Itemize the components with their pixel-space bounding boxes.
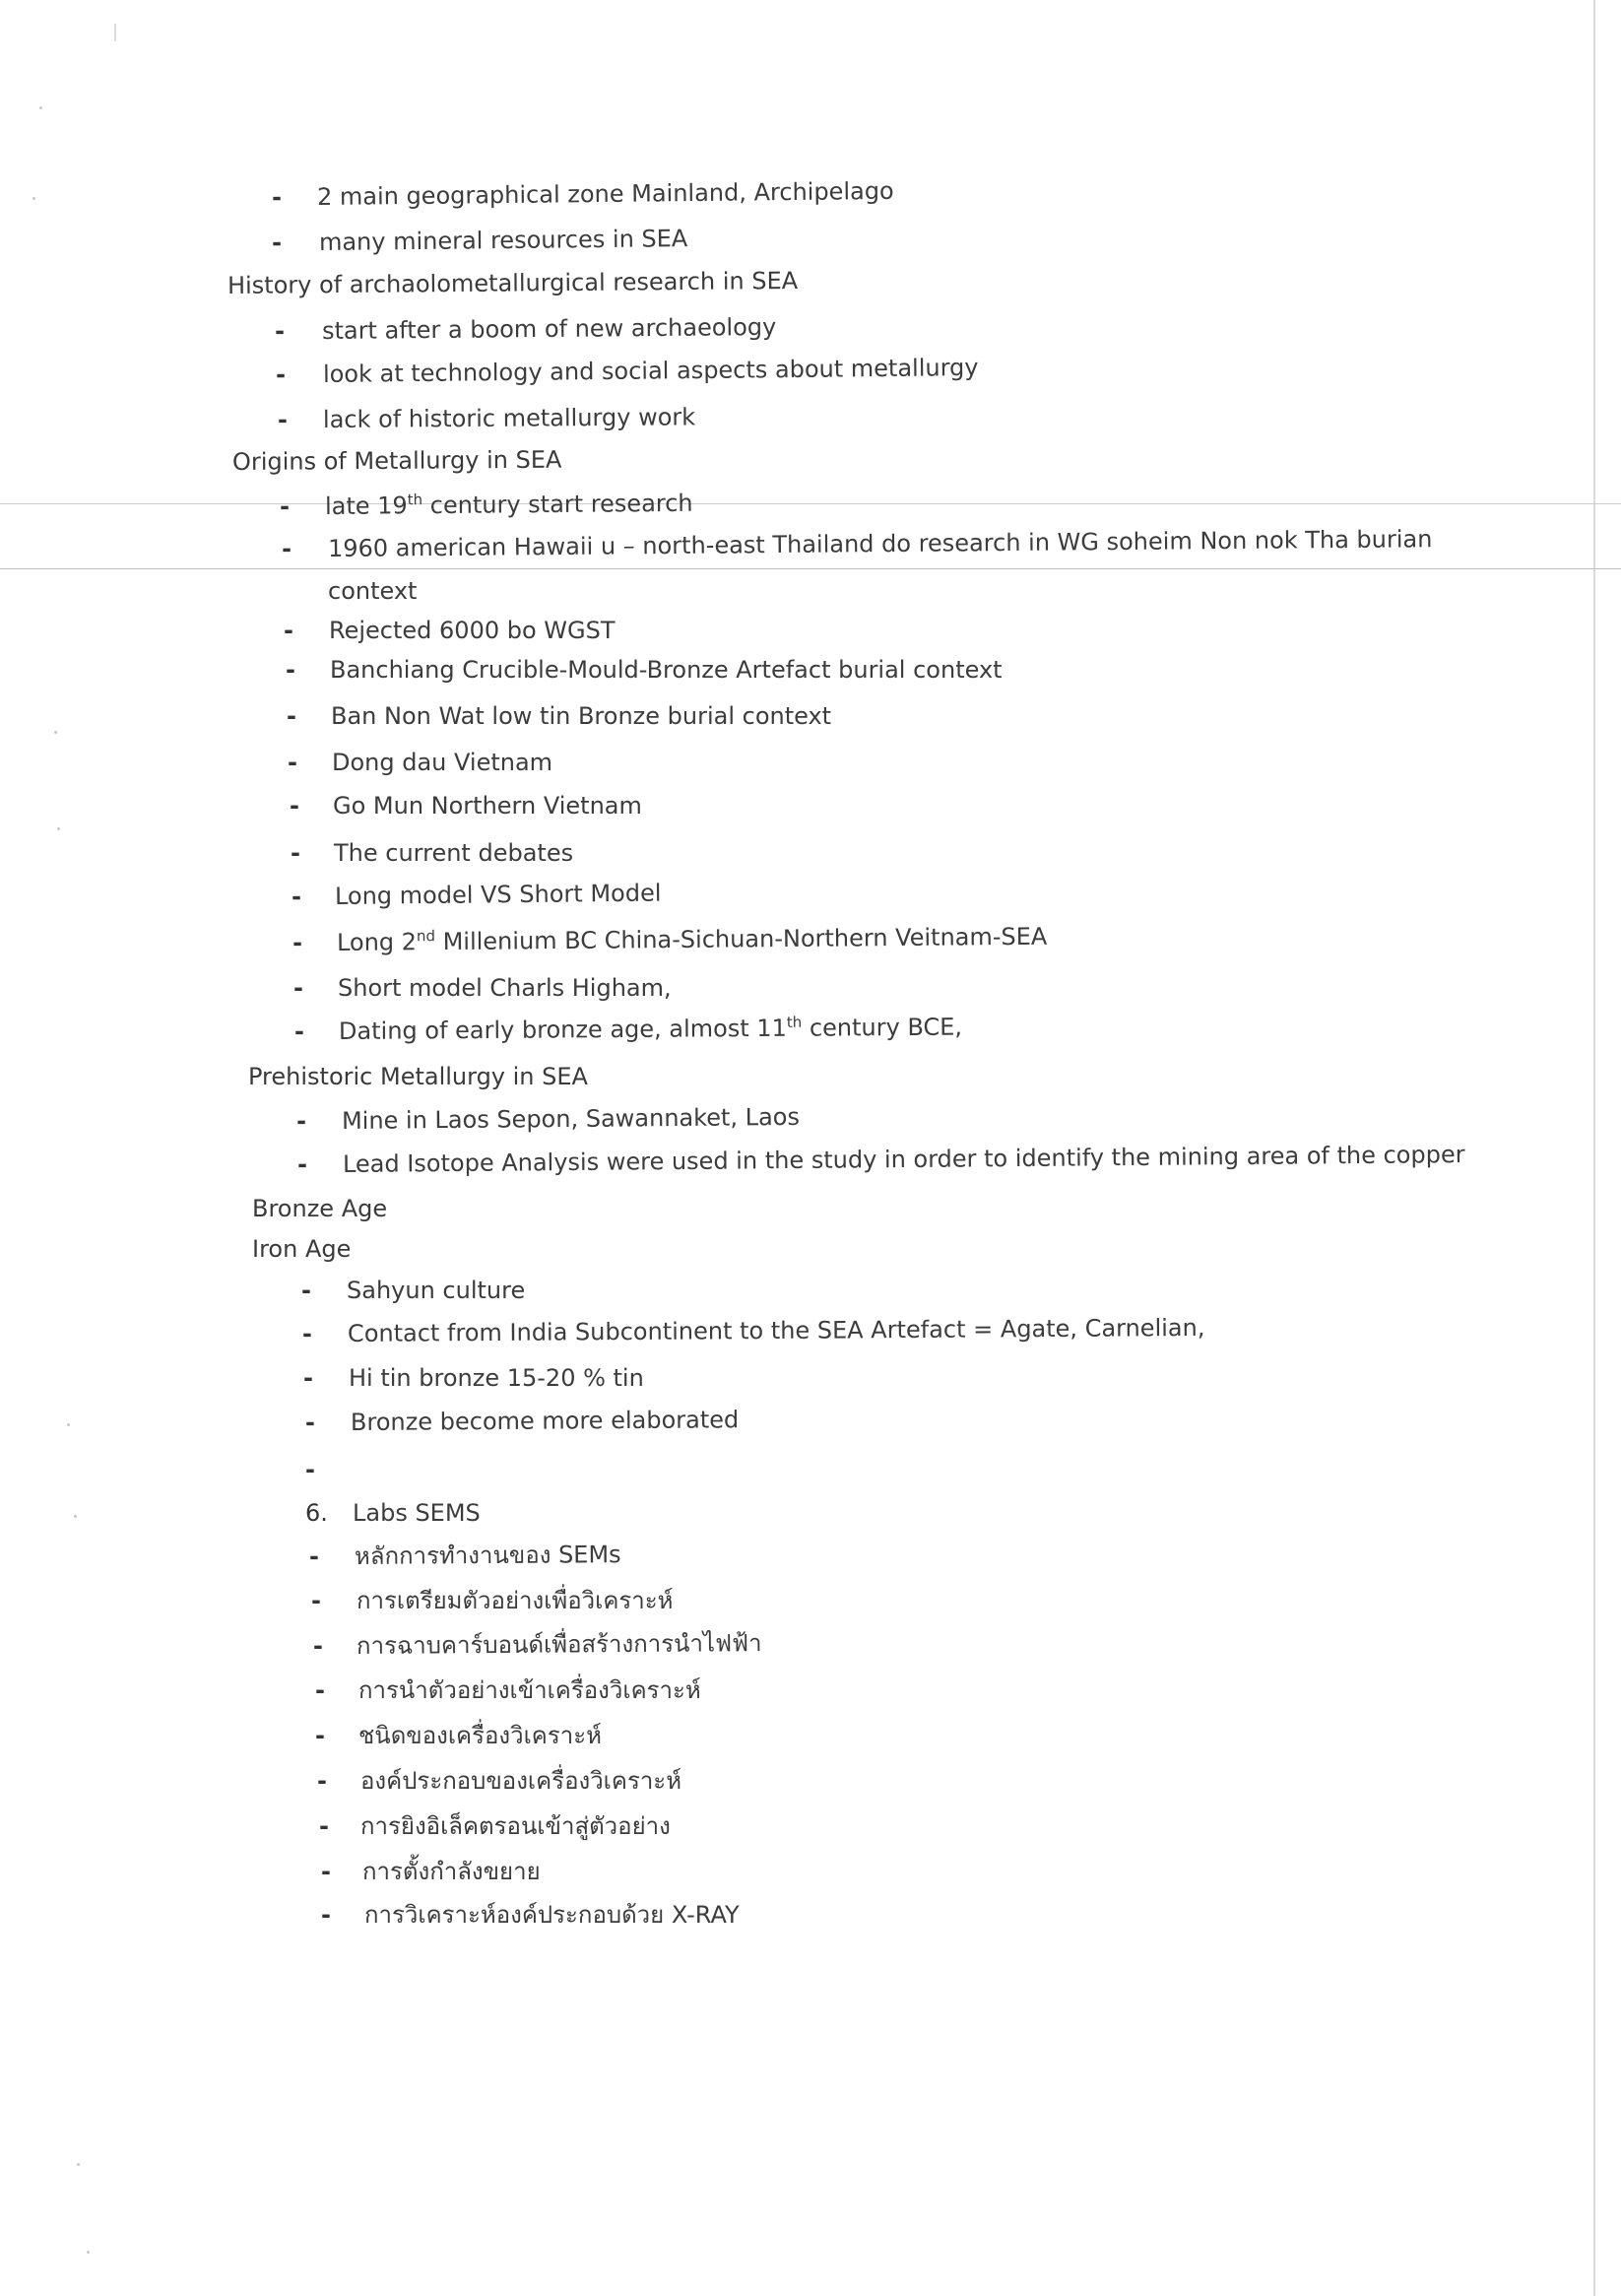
line-text: lack of historic metallurgy work — [322, 403, 696, 433]
line-text — [339, 1008, 962, 1051]
bullet-dash: - — [290, 792, 299, 820]
bullet-item — [0, 1450, 1576, 1489]
line-text: Labs SEMS — [353, 1499, 481, 1527]
text-part: Millenium BC China-Sichuan-Northern Veitnam-SEA — [434, 922, 1048, 956]
line-text: Lead Isotope Analysis were used in the study in order to identify the mining area of the copper — [342, 1141, 1465, 1178]
bullet-item — [0, 1671, 1576, 1710]
text-part: century BCE, — [802, 1013, 963, 1042]
bullet-dash: - — [284, 617, 293, 644]
bullet-dash: - — [291, 839, 300, 867]
bullet-dash: - — [293, 1017, 305, 1046]
bullet-item — [0, 611, 1576, 650]
bullet-item — [0, 1806, 1576, 1846]
bullet-dash: - — [275, 361, 287, 389]
section-heading — [0, 1189, 1576, 1228]
bullet-dash: - — [286, 656, 295, 684]
bullet-dash: - — [317, 1767, 327, 1795]
bullet-dash: - — [321, 1858, 331, 1885]
line-text: หลักการทำงานของ SEMs — [354, 1541, 621, 1570]
line-text: 1960 american Hawaii u – north-east Thailand do research in WG soheim Non nok Tha burian — [327, 525, 1433, 562]
bullet-dash: - — [305, 1456, 315, 1483]
line-text: การยิงอิเล็คตรอนเข้าสู่ตัวอย่าง — [360, 1812, 671, 1840]
bullet-dash: - — [279, 492, 291, 521]
numbered-item — [0, 1493, 1576, 1533]
bullet-item — [0, 786, 1576, 825]
line-text — [325, 484, 693, 526]
line-text: many mineral resources in SEA — [318, 225, 688, 256]
line-text: Short model Charls Higham, — [338, 974, 672, 1002]
bullet-dash: - — [312, 1632, 324, 1661]
section-heading — [0, 1057, 1576, 1096]
section-heading — [0, 432, 1576, 483]
bullet-dash: - — [308, 1542, 320, 1571]
bullet-item — [0, 650, 1576, 689]
line-text: The current debates — [334, 839, 574, 867]
line-text: Prehistoric Metallurgy in SEA — [248, 1063, 588, 1090]
bullet-dash: - — [311, 1587, 321, 1614]
line-text: Iron Age — [252, 1235, 352, 1263]
bullet-item — [0, 743, 1576, 782]
bullet-item — [0, 1134, 1576, 1187]
line-continuation — [0, 571, 1576, 611]
bullet-item — [0, 696, 1576, 736]
bullet-dash: - — [303, 1364, 313, 1392]
item-number: 6. — [305, 1499, 328, 1527]
line-text: Hi tin bronze 15-20 % tin — [349, 1364, 644, 1392]
line-text: start after a boom of new archaeology — [321, 312, 777, 345]
line-text: การตั้งกำลังขยาย — [362, 1858, 541, 1885]
text-part: late 19 — [324, 492, 408, 520]
bullet-dash: - — [315, 1722, 325, 1749]
bullet-dash: - — [293, 974, 303, 1002]
bullet-dash: - — [277, 406, 289, 434]
line-text: 2 main geographical zone Mainland, Archipelago — [316, 176, 894, 211]
line-text: การเตรียมตัวอย่างเพื่อวิเคราะห์ — [357, 1587, 674, 1614]
bullet-dash: - — [271, 183, 283, 212]
bullet-dash: - — [295, 1107, 307, 1136]
line-text: Origins of Metallurgy in SEA — [231, 445, 562, 476]
superscript: nd — [416, 927, 436, 946]
line-text: look at technology and social aspects about metallurgy — [322, 354, 979, 388]
superscript: th — [786, 1013, 803, 1031]
line-text: การวิเคราะห์องค์ประกอบด้วย X-RAY — [364, 1901, 740, 1929]
line-text: Go Mun Northern Vietnam — [333, 792, 642, 820]
bullet-item — [0, 1305, 1576, 1355]
line-text: Bronze Age — [252, 1195, 388, 1222]
bullet-dash: - — [292, 929, 303, 957]
bullet-item — [0, 1003, 1576, 1053]
bullet-dash: - — [287, 702, 296, 730]
dust-speck — [77, 2163, 80, 2166]
bullet-item — [0, 1895, 1576, 1935]
line-text: องค์ประกอบของเครื่องวิเคราะห์ — [360, 1767, 682, 1795]
bullet-dash: - — [271, 229, 283, 257]
line-text: History of archaolometallurgical research in SEA — [227, 266, 799, 299]
line-text: Mine in Laos Sepon, Sawannaket, Laos — [341, 1102, 801, 1135]
bullet-dash: - — [319, 1812, 329, 1840]
bullet-dash: - — [304, 1409, 316, 1437]
line-text: Sahyun culture — [347, 1277, 526, 1304]
line-text: Bronze become more elaborated — [350, 1406, 740, 1436]
bullet-item — [0, 1358, 1576, 1398]
bullet-dash: - — [321, 1901, 331, 1929]
bullet-dash: - — [281, 535, 292, 563]
dust-speck — [39, 106, 42, 109]
page-edge-shadow — [1593, 0, 1595, 2296]
line-text: Banchiang Crucible-Mould-Bronze Artefact burial context — [330, 656, 1003, 684]
line-text: Rejected 6000 bo WGST — [329, 617, 616, 644]
bullet-item — [0, 1852, 1576, 1891]
line-text: context — [328, 577, 418, 605]
bullet-item — [0, 1617, 1576, 1668]
bullet-item — [0, 912, 1576, 965]
line-text: Ban Non Wat low tin Bronze burial context — [331, 702, 832, 730]
bullet-item — [0, 1271, 1576, 1310]
text-part: Long 2 — [336, 928, 418, 956]
line-text: Contact from India Subcontinent to the SEA Artefact = Agate, Carnelian, — [347, 1313, 1205, 1347]
bullet-item — [0, 1528, 1576, 1578]
text-part: century start research — [421, 489, 693, 520]
bullet-item — [0, 968, 1576, 1008]
section-heading — [0, 1229, 1576, 1269]
dust-speck — [57, 827, 60, 830]
bullet-dash: - — [315, 1676, 325, 1704]
bullet-item — [0, 1716, 1576, 1755]
bullet-dash: - — [296, 1150, 308, 1179]
bullet-dash: - — [274, 317, 286, 346]
bullet-dash: - — [291, 883, 302, 911]
line-text: การนำตัวอย่างเข้าเครื่องวิเคราะห์ — [358, 1676, 701, 1704]
line-text — [337, 917, 1048, 962]
line-text: การฉาบคาร์บอนด์เพื่อสร้างการนำไฟฟ้า — [356, 1629, 762, 1660]
line-text: Dong dau Vietnam — [332, 749, 553, 776]
bullet-item — [0, 1581, 1576, 1620]
bullet-dash: - — [288, 749, 297, 776]
bullet-dash: - — [301, 1277, 311, 1304]
line-text: ชนิดของเครื่องวิเคราะห์ — [358, 1722, 602, 1749]
bullet-item — [0, 1394, 1576, 1444]
dust-speck — [87, 2251, 90, 2254]
superscript: th — [407, 491, 423, 509]
text-part: Dating of early bronze age, almost 11 — [338, 1014, 787, 1045]
bullet-dash: - — [301, 1320, 313, 1348]
line-text: Long model VS Short Model — [334, 879, 662, 910]
bullet-item — [0, 1761, 1576, 1801]
scan-mark — [114, 24, 116, 41]
